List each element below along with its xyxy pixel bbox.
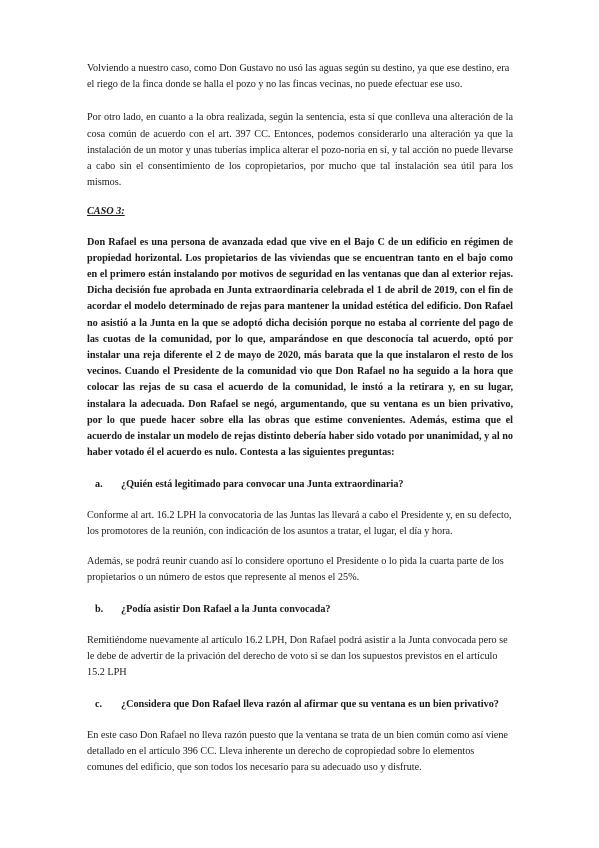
question-text: ¿Quién está legitimado para convocar una Junta extraordinaria? — [121, 479, 404, 491]
paragraph-1: Volviendo a nuestro caso, como Don Gustavo no usó las aguas según su destino, ya que ese destino, era el riego de la finca donde se halla el pozo y no las fincas vecinas, no puede efectuar ese uso. — [87, 63, 510, 91]
question-text: ¿Considera que Don Rafael lleva razón al afirmar que su ventana es un bien privativo? — [121, 699, 499, 711]
answer-a-2: Además, se podrá reunir cuando así lo considere oportuno el Presidente o lo pida la cuarta parte de los propietarios o un número de estos que represente al menos el 25%. — [87, 556, 504, 584]
case-statement: Don Rafael es una persona de avanzada edad que vive en el Bajo C de un edificio en régimen de propiedad horizontal. Los propietarios de las viviendas que se encuentran tanto en el bajo como en el primero están instalando por motivos de seguridad en las ventanas que dan al exterior rejas. Dicha decisión fue aprobada en Junta extraordinaria celebrada el 1 de abril de 2019, con el fin de acordar el modelo determinado de rejas para mantener la unidad estética del edificio. Don Rafael no asistió a la Junta en la que se adoptó dicha decisión porque no estaba al corriente del pago de las cuotas de la comunidad, por lo que, amparándose en que desconocía tal acuerdo, optó por instalar una reja diferente el 2 de mayo de 2020, más barata que la que instalaron el resto de los vecinos. Cuando el Presidente de la comunidad vio que Don Rafael no ha seguido a la hora que colocar las rejas de su casa el acuerdo de la comunidad, le instó a la retirara y, en su lugar, instalara la adecuada. Don Rafael se negó, argumentando, que su ventana es un bien privativo, por lo que puede hacer sobre ella las obras que estime convenientes. Además, estima que el acuerdo de instalar un modelo de rejas distinto debería haber sido votado por unanimidad, y al no haber votado él el acuerdo es nulo. Contesta a las siguientes preguntas: — [87, 236, 513, 459]
document-page — [87, 61, 513, 776]
question-letter: b. — [95, 604, 104, 616]
answer-b-1: Remitiéndome nuevamente al artículo 16.2 LPH, Don Rafael podrá asistir a la Junta convocada pero se le debe de advertir de la privación del derecho de voto si se dan los supuestos previstos en el artículo 15.2 LPH — [87, 634, 508, 679]
question-letter: c. — [95, 699, 103, 711]
question-text: ¿Podía asistir Don Rafael a la Junta convocada? — [121, 604, 331, 616]
question-b — [87, 602, 513, 618]
case-heading: CASO 3: — [87, 206, 125, 218]
question-a — [87, 477, 513, 493]
answer-a-1: Conforme al art. 16.2 LPH la convocatoria de las Juntas las llevará a cabo el Presidente y, en su defecto, los promotores de la reunión, con indicación de los asuntos a tratar, el lugar, el día y hora. — [87, 509, 512, 537]
question-c — [87, 697, 513, 713]
paragraph-2: Por otro lado, en cuanto a la obra realizada, según la sentencia, esta sí que conlleva una alteración de la cosa común de acuerdo con el art. 397 CC. Entonces, podemos considerarlo una alteración ya que la instalación de un motor y unas tuberías implica alterar el pozo-noria en sí, y tal acción no puede llevarse a cabo sin el consentimiento de los copropietarios, por mucho que tal instalación sea útil para los mismos. — [87, 112, 513, 189]
answer-c-1: En este caso Don Rafael no lleva razón puesto que la ventana se trata de un bien común como así viene detallado en el artículo 396 CC. Lleva inherente un derecho de copropiedad sobre lo elementos comunes del edificio, que son todos los necesario para su adecuado uso y disfrute. — [87, 729, 508, 773]
question-letter: a. — [95, 479, 103, 491]
